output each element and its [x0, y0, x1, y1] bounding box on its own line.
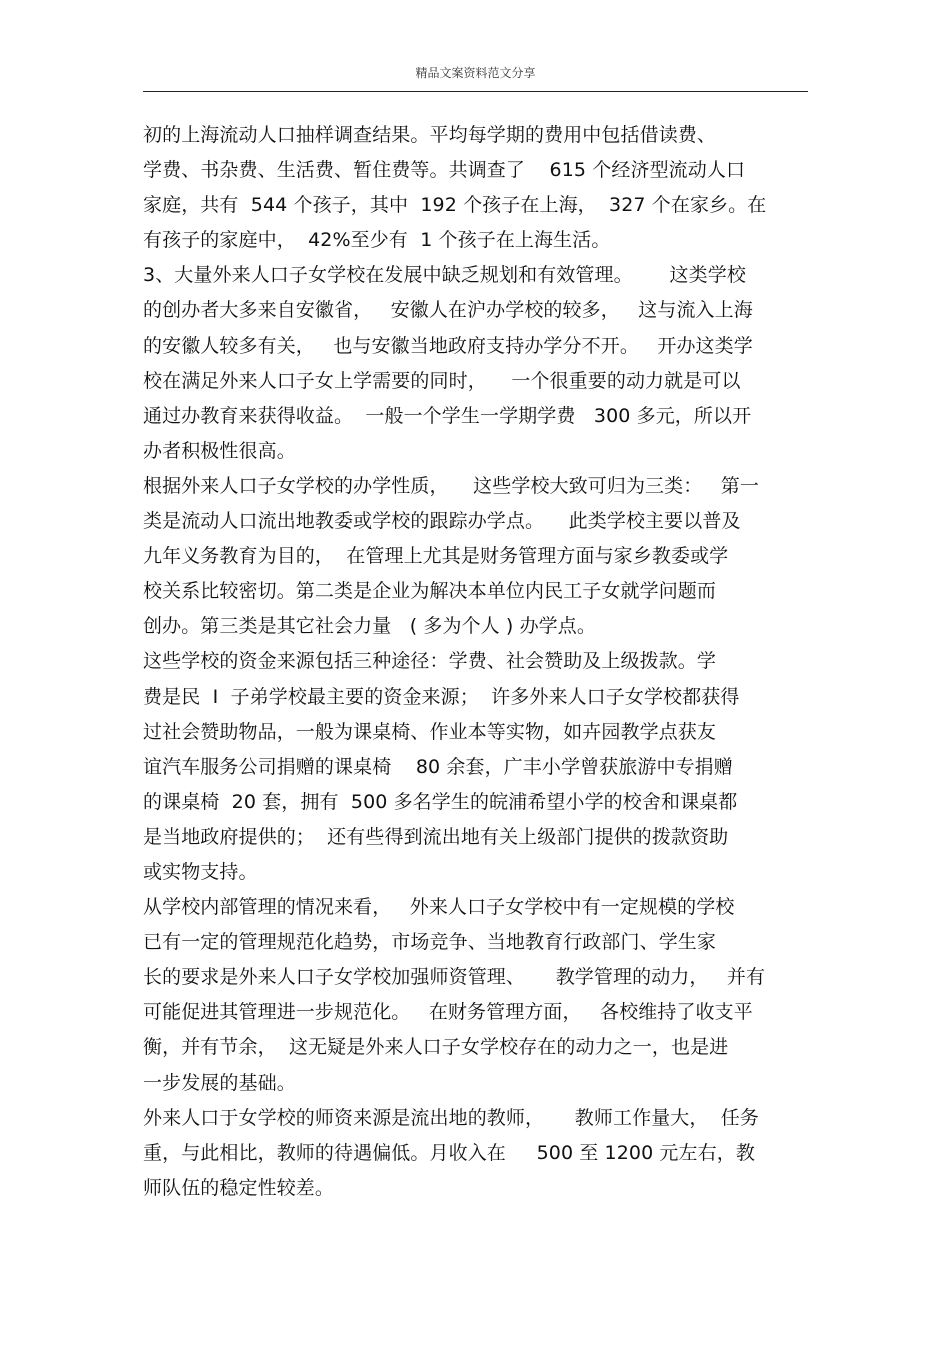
text-line: 师队伍的稳定性较差。	[143, 1176, 335, 1199]
text-line: 3、大量外来人口子女学校在发展中缺乏规划和有效管理。 这类学校	[143, 264, 746, 287]
text-line: 学费、书杂费、生活费、暂住费等。共调查了 615 个经济型流动人口	[143, 159, 746, 182]
text-line: 可能促进其管理进一步规范化。 在财务管理方面， 各校维持了收支平	[143, 1001, 753, 1024]
text-line: 九年义务教育为目的， 在管理上尤其是财务管理方面与家乡教委或学	[143, 545, 729, 568]
text-line: 有孩子的家庭中， 42%至少有 1 个孩子在上海生活。	[143, 229, 611, 252]
document-body	[143, 118, 808, 1206]
text-line: 类是流动人口流出地教委或学校的跟踪办学点。 此类学校主要以普及	[143, 510, 741, 533]
text-line: 的创办者大多来自安徽省， 安徽人在沪办学校的较多， 这与流入上海	[143, 299, 753, 322]
text-line: 是当地政府提供的； 还有些得到流出地有关上级部门提供的拨款资助	[143, 825, 729, 848]
text-line: 谊汽车服务公司捐赠的课桌椅 80 余套，广丰小学曾获旅游中专捐赠	[143, 755, 733, 778]
text-line: 重，与此相比，教师的待遇偏低。月收入在 500 至 1200 元左右，教	[143, 1141, 755, 1164]
text-line: 创办。第三类是其它社会力量 ( 多为个人 ) 办学点。	[143, 615, 596, 638]
text-line: 根据外来人口子女学校的办学性质， 这些学校大致可归为三类： 第一	[143, 474, 759, 497]
text-line: 过社会赞助物品，一般为课桌椅、作业本等实物，如卉园教学点获友	[143, 720, 717, 743]
text-line: 的课桌椅 20 套，拥有 500 多名学生的皖浦希望小学的校舍和课桌都	[143, 790, 738, 813]
text-line: 校关系比较密切。第二类是企业为解决本单位内民工子女就学问题而	[143, 580, 717, 603]
text-line: 费是民 I 子弟学校最主要的资金来源； 许多外来人口子女学校都获得	[143, 685, 740, 708]
page-header-title: 精品文案资料范文分享	[415, 66, 536, 80]
text-line: 这些学校的资金来源包括三种途径：学费、社会赞助及上级拨款。学	[143, 650, 717, 673]
text-line: 一步发展的基础。	[143, 1071, 296, 1094]
text-line: 家庭，共有 544 个孩子，其中 192 个孩子在上海， 327 个在家乡。在	[143, 194, 767, 217]
text-line: 初的上海流动人口抽样调查结果。平均每学期的费用中包括借读费、	[143, 124, 717, 146]
text-line: 从学校内部管理的情况来看， 外来人口子女学校中有一定规模的学校	[143, 896, 735, 919]
text-line: 的安徽人较多有关， 也与安徽当地政府支持办学分不开。 开办这类学	[143, 334, 753, 357]
text-line: 长的要求是外来人口子女学校加强师资管理、 教学管理的动力， 并有	[143, 966, 766, 989]
header-divider	[143, 91, 808, 92]
text-line: 衡，并有节余， 这无疑是外来人口子女学校存在的动力之一，也是进	[143, 1036, 729, 1059]
text-line: 通过办教育来获得收益。 一般一个学生一学期学费 300 多元，所以开	[143, 404, 752, 427]
text-line: 校在满足外来人口子女上学需要的同时， 一个很重要的动力就是可以	[143, 369, 741, 392]
text-line: 外来人口于女学校的师资来源是流出地的教师， 教师工作量大， 任务	[143, 1106, 759, 1129]
text-line: 或实物支持。	[143, 860, 258, 883]
text-line: 办者积极性很高。	[143, 439, 296, 462]
text-line: 已有一定的管理规范化趋势，市场竞争、当地教育行政部门、学生家	[143, 931, 717, 954]
